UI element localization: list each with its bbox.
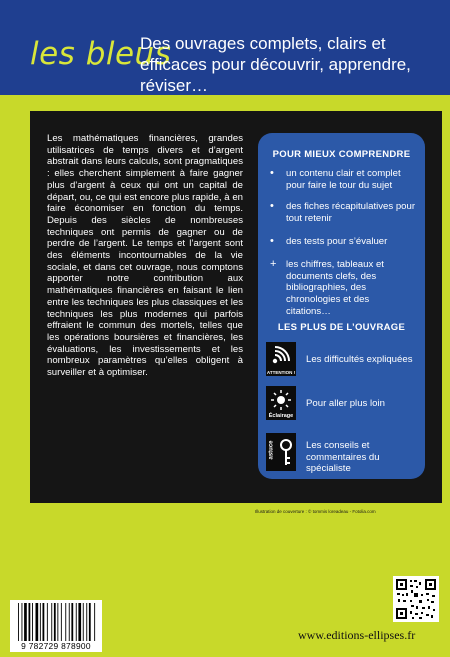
attention-caption: ATTENTION ! <box>266 370 296 375</box>
bullet-mark: + <box>270 258 277 270</box>
astuce-icon <box>266 433 296 471</box>
attention-icon <box>266 342 296 376</box>
bullet-mark: • <box>270 167 274 179</box>
series-logo: les bleus <box>30 36 172 72</box>
astuce-caption: astuce <box>268 440 275 460</box>
qr-code <box>393 576 439 622</box>
eclairage-caption: Éclairage <box>268 413 294 419</box>
illustration-credit: Illustration de couverture : © tommis loreadeau - Fotolia.com <box>255 509 376 514</box>
feature-text: Les conseils et commentaires du spécialiste <box>306 440 380 475</box>
book-description: Les mathématiques financières, grandes utilisatrices de temps divers et d’argent abstrait dans leurs calculs, sont pragmatiques : elles cherchent simplement à faire gagner plus d’argent à ceux qui ont un capital de départ, ou, ce qui est encore plus rapide, à en faire économiser en fonction du temps. Depuis des siècles de nombreuses techniques ont permis de gagner ou de perdre de l’argent. Le temps et l’argent sont des éléments incontournables de la vie sociale, et dans cet ouvrage, nous comptons apporter notre contribution aux mathématiques financières en faisant le lien entre les techniques les plus classiques et les techniques les plus modernes qui parfois effraient le commun des mortels, telles que les opérations boursières et financières, les évaluations, les investissements et les nombreux paramètres qu’elles obligent à surveiller et à optimiser. <box>47 133 243 379</box>
bullet-mark: • <box>270 235 274 247</box>
bullet-mark: • <box>270 200 274 212</box>
publisher-website[interactable]: www.editions-ellipses.fr <box>298 628 416 642</box>
section-title-comprendre: POUR MIEUX COMPRENDRE <box>272 149 411 160</box>
section-title-plus: LES PLUS DE L’OUVRAGE <box>277 322 406 333</box>
feature-text: Les difficultés expliquées <box>306 354 413 365</box>
bullet-text: les chiffres, tableaux et documents clefs, des bibliographies, des chronologies et des citations… <box>286 259 384 317</box>
series-tagline: Des ouvrages complets, clairs et efficaces pour découvrir, apprendre, réviser… <box>140 34 411 95</box>
bullet-text: un contenu clair et complet pour faire le tour du sujet <box>286 168 401 191</box>
barcode <box>10 600 102 652</box>
bullet-text: des fiches récapitulatives pour tout retenir <box>286 201 416 224</box>
bullet-text: des tests pour s’évaluer <box>286 236 388 247</box>
eclairage-icon <box>266 386 296 420</box>
feature-text: Pour aller plus loin <box>306 398 385 409</box>
barcode-number: 9 782729 878900 <box>21 641 91 651</box>
